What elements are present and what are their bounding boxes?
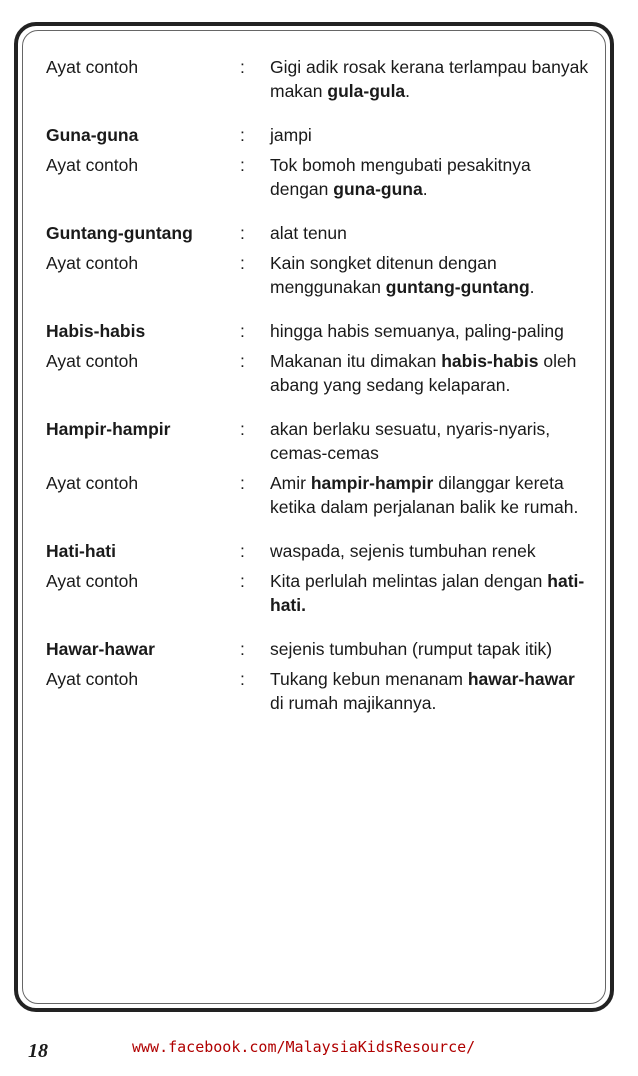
glossary-entry [46, 539, 596, 617]
example-sentence-row [46, 349, 596, 397]
term-label: Hati-hati [46, 541, 116, 561]
colon-separator: : [240, 351, 245, 371]
definition-text: jampi [270, 125, 312, 145]
colon-separator: : [240, 669, 245, 689]
glossary-entry [46, 637, 596, 715]
example-sentence-row [46, 471, 596, 519]
example-label: Ayat contoh [46, 571, 139, 591]
glossary-list [46, 55, 596, 715]
term-label: Guna-guna [46, 125, 139, 145]
example-sentence-row [46, 667, 596, 715]
definition-text: sejenis tumbuhan (rumput tapak itik) [270, 639, 553, 659]
example-text: Tukang kebun menanam hawar-hawar di rumah majikannya. [270, 669, 575, 713]
colon-separator: : [240, 321, 245, 341]
example-text: Tok bomoh mengubati pesakitnya dengan guna-guna. [270, 155, 531, 199]
example-sentence-row [46, 55, 596, 103]
definition-text: akan berlaku sesuatu, nyaris-nyaris, cemas-cemas [270, 419, 551, 463]
example-text: Amir hampir-hampir dilanggar kereta ketika dalam perjalanan balik ke rumah. [270, 473, 579, 517]
colon-separator: : [240, 155, 245, 175]
glossary-term-row [46, 123, 596, 147]
example-label: Ayat contoh [46, 351, 139, 371]
glossary-term-row [46, 539, 596, 563]
glossary-term-row [46, 221, 596, 245]
example-label: Ayat contoh [46, 669, 139, 689]
colon-separator: : [240, 639, 245, 659]
example-label: Ayat contoh [46, 253, 139, 273]
glossary-term-row [46, 319, 596, 343]
glossary-entry [46, 123, 596, 201]
glossary-term-row [46, 417, 596, 465]
glossary-entry [46, 221, 596, 299]
example-sentence-row [46, 251, 596, 299]
glossary-entry [46, 417, 596, 519]
colon-separator: : [240, 253, 245, 273]
glossary-entry [46, 319, 596, 397]
colon-separator: : [240, 541, 245, 561]
page-number: 18 [28, 1040, 48, 1062]
definition-text: alat tenun [270, 223, 347, 243]
example-sentence-row [46, 153, 596, 201]
example-text: Gigi adik rosak kerana terlampau banyak makan gula-gula. [270, 57, 589, 101]
example-text: Kain songket ditenun dengan menggunakan guntang-guntang. [270, 253, 535, 297]
example-label: Ayat contoh [46, 57, 139, 77]
colon-separator: : [240, 223, 245, 243]
term-label: Habis-habis [46, 321, 146, 341]
term-label: Hawar-hawar [46, 639, 155, 659]
example-sentence-row [46, 569, 596, 617]
example-text: Makanan itu dimakan habis-habis oleh abang yang sedang kelaparan. [270, 351, 577, 395]
colon-separator: : [240, 125, 245, 145]
colon-separator: : [240, 571, 245, 591]
definition-text: hingga habis semuanya, paling-paling [270, 321, 564, 341]
example-text: Kita perlulah melintas jalan dengan hati-hati. [270, 571, 585, 615]
example-label: Ayat contoh [46, 473, 139, 493]
glossary-entry [46, 55, 596, 103]
footer-link[interactable]: www.facebook.com/MalaysiaKidsResource/ [132, 1038, 476, 1056]
term-label: Guntang-guntang [46, 223, 193, 243]
glossary-term-row [46, 637, 596, 661]
colon-separator: : [240, 419, 245, 439]
definition-text: waspada, sejenis tumbuhan renek [270, 541, 536, 561]
colon-separator: : [240, 57, 245, 77]
term-label: Hampir-hampir [46, 419, 171, 439]
example-label: Ayat contoh [46, 155, 139, 175]
colon-separator: : [240, 473, 245, 493]
